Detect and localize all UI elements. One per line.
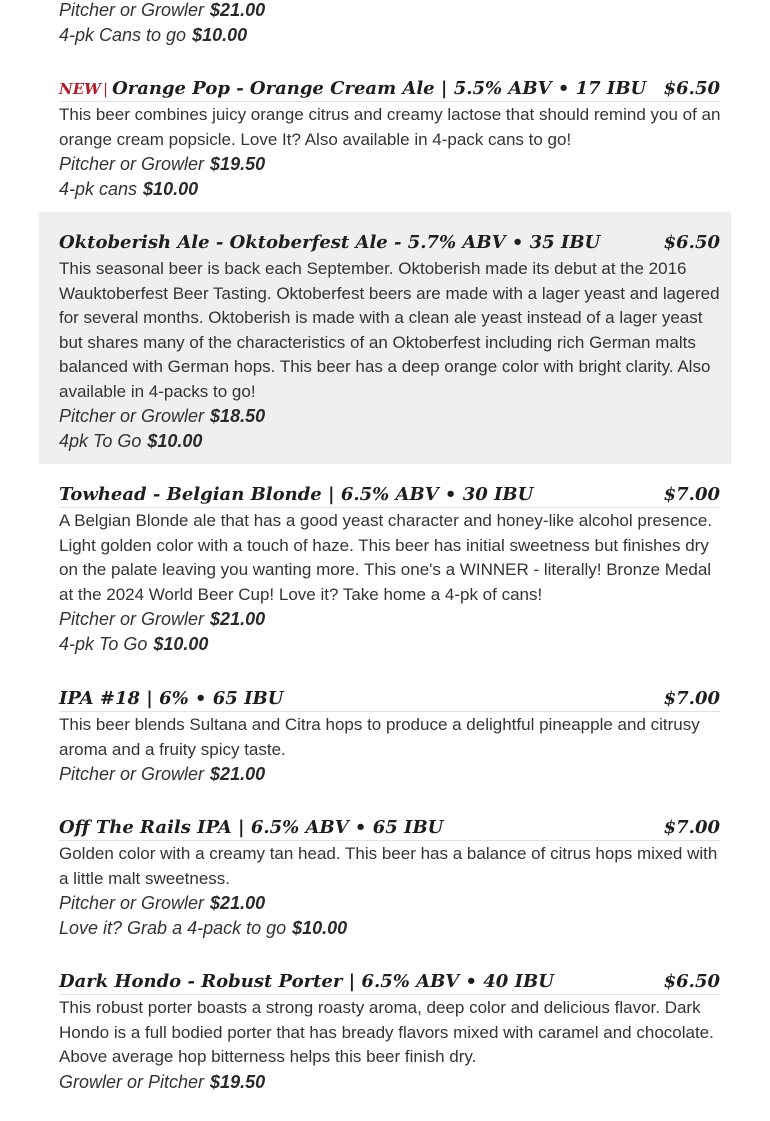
option-price: $19.50: [210, 1072, 266, 1092]
item-title: Oktoberish Ale - Oktoberfest Ale - 5.7% ABV • 35 IBU: [59, 232, 601, 253]
item-option: [59, 404, 265, 428]
item-option: [59, 891, 265, 915]
option-price: $10.00: [192, 25, 248, 45]
option-label: Pitcher or Growler: [59, 0, 205, 20]
item-description: A Belgian Blonde ale that has a good yeast character and honey-like alcohol presence. Light golden color with a touch of haze. This beer has initial sweetness but finishes dry on the palate leaving you wanting more. This one's a WINNER - literally! Bronze Medal at the 2024 World Beer Cup! Love it? Take home a 4-pk of cans!: [59, 511, 713, 604]
item-title-row: [59, 77, 720, 102]
continuation-option: [59, 0, 265, 22]
option-label: 4pk To Go: [59, 431, 142, 451]
item-description: This seasonal beer is back each September. Oktoberish made its debut at the 2016 Wauktoberfest Beer Tasting. Oktoberfest beers are made with a lager yeast and lagered for several months. Oktoberish is made with a clean ale yeast instead of a lager yeast but shares many of the characteristics of an Oktoberfest including rich German malts balanced with German hops. This beer has a deep orange color with bright clarity. Also available in 4-packs to go!: [59, 259, 720, 401]
option-label: Pitcher or Growler: [59, 406, 205, 426]
item-option: [59, 1070, 265, 1094]
option-label: Growler or Pitcher: [59, 1072, 205, 1092]
option-price: $10.00: [147, 431, 203, 451]
item-description: This beer combines juicy orange citrus and creamy lactose that should remind you of an orange cream popsicle. Love It? Also available in 4-pack cans to go!: [59, 105, 721, 149]
continuation-option: [59, 23, 247, 47]
option-label: Pitcher or Growler: [59, 154, 205, 174]
menu-item-oktoberish: [39, 212, 731, 464]
option-label: 4-pk cans: [59, 179, 138, 199]
item-title: Dark Hondo - Robust Porter | 6.5% ABV • 40 IBU: [59, 971, 554, 992]
item-price: $6.50: [663, 232, 720, 253]
item-description: Golden color with a creamy tan head. This beer has a balance of citrus hops mixed with a little malt sweetness.: [59, 844, 718, 888]
item-description: This robust porter boasts a strong roasty aroma, deep color and delicious flavor. Dark Hondo is a full bodied porter that has bready flavors mixed with caramel and chocolate. Above average hop bitterness helps this beer finish dry.: [59, 998, 714, 1067]
item-description: This beer blends Sultana and Citra hops to produce a delightful pineapple and citrusy aroma and a fruity spicy taste.: [59, 715, 700, 759]
new-badge: NEW |: [59, 80, 109, 98]
item-title-row: [59, 231, 720, 255]
option-price: $21.00: [210, 893, 266, 913]
item-title-row: [59, 483, 720, 508]
option-label: Love it? Grab a 4-pack to go: [59, 918, 287, 938]
option-price: $21.00: [210, 764, 266, 784]
option-label: Pitcher or Growler: [59, 893, 205, 913]
item-title: IPA #18 | 6% • 65 IBU: [59, 688, 284, 709]
option-label: 4-pk Cans to go: [59, 25, 187, 45]
item-option: [59, 632, 208, 656]
option-price: $10.00: [143, 179, 199, 199]
option-price: $21.00: [210, 609, 266, 629]
option-label: 4-pk To Go: [59, 634, 148, 654]
item-price: $7.00: [663, 688, 720, 709]
option-price: $19.50: [210, 154, 266, 174]
option-price: $21.00: [210, 0, 266, 20]
option-label: Pitcher or Growler: [59, 764, 205, 784]
menu-item-dark-hondo: [39, 970, 731, 1100]
item-option: [59, 429, 202, 453]
item-price: $6.50: [663, 971, 720, 992]
item-price: $7.00: [663, 817, 720, 838]
menu-item-orange-pop: [39, 77, 731, 207]
option-label: Pitcher or Growler: [59, 609, 205, 629]
item-option: [59, 177, 198, 201]
item-option: [59, 607, 265, 631]
menu-item-towhead: [39, 483, 731, 658]
item-title-row: [59, 816, 720, 841]
option-price: $10.00: [153, 634, 209, 654]
item-title: Towhead - Belgian Blonde | 6.5% ABV • 30 IBU: [59, 484, 534, 505]
option-price: $18.50: [210, 406, 266, 426]
menu-item-off-the-rails: [39, 816, 731, 946]
item-title-row: [59, 970, 720, 995]
item-title-row: [59, 687, 720, 712]
item-option: [59, 152, 265, 176]
option-price: $10.00: [292, 918, 348, 938]
item-option: [59, 762, 265, 786]
item-price: $6.50: [663, 78, 720, 99]
item-title: Off The Rails IPA | 6.5% ABV • 65 IBU: [59, 817, 444, 838]
menu-item-ipa-18: [39, 687, 731, 792]
item-option: [59, 916, 347, 940]
item-title: NEW | Orange Pop - Orange Cream Ale | 5.5% ABV • 17 IBU: [59, 78, 647, 99]
item-price: $7.00: [663, 484, 720, 505]
